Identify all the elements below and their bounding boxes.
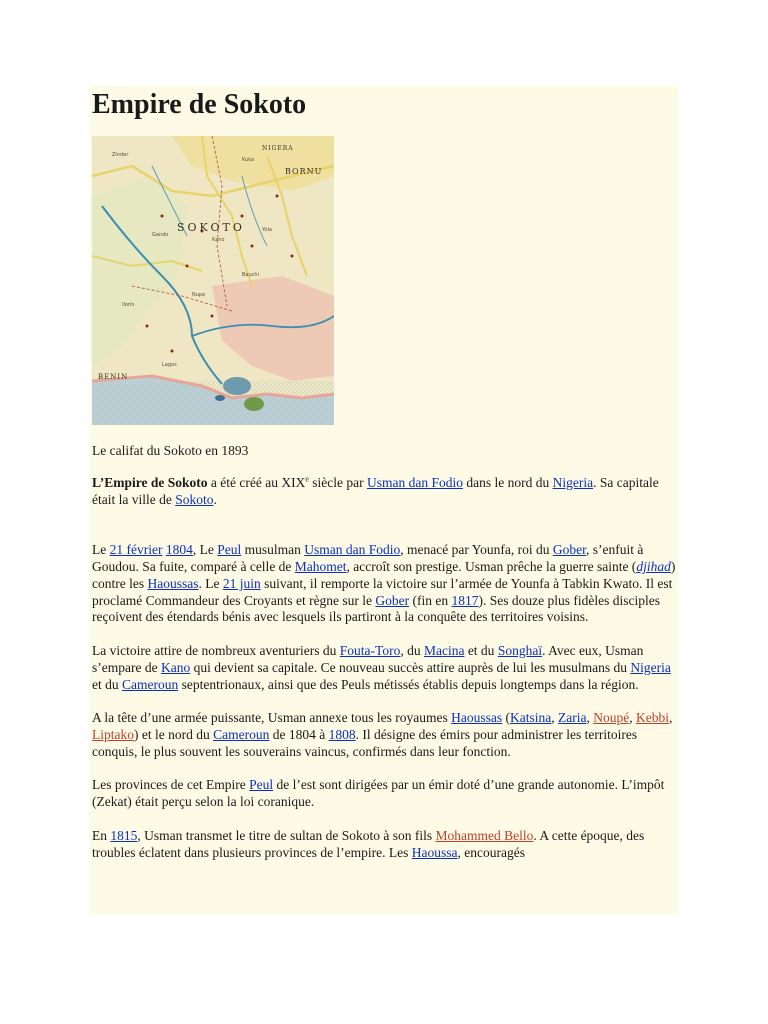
- text: musulman: [241, 542, 305, 558]
- text: de 1804 à: [269, 726, 329, 742]
- svg-text:Yola: Yola: [262, 227, 272, 233]
- text: qui devient sa capitale. Ce nouveau succès attire auprès de lui les musulmans du: [190, 659, 631, 675]
- link-haoussas[interactable]: Haoussas: [451, 710, 503, 726]
- paragraph-provinces: [92, 777, 678, 811]
- text: a été créé au XIX: [207, 475, 306, 490]
- text: A la tête d’une armée puissante, Usman annexe tous les royaumes: [92, 710, 452, 726]
- link-katsina[interactable]: Katsina: [510, 710, 552, 726]
- text: Les provinces de cet Empire: [92, 777, 250, 793]
- svg-text:Kuka: Kuka: [242, 157, 255, 163]
- article-body: [92, 475, 678, 878]
- map-label-sokoto: SOKOTO: [177, 221, 245, 234]
- svg-text:Bauchi: Bauchi: [242, 272, 259, 278]
- link-cameroun[interactable]: Cameroun: [213, 726, 270, 742]
- text: . Il désigne des émirs pour administrer les territoires conquis, le plus souvent les souverains vaincus, confirmés dans leur fonction.: [92, 726, 638, 759]
- text: , menacé par Younfa, roi du: [400, 542, 553, 558]
- link-macina[interactable]: Macina: [423, 642, 465, 658]
- link-nigeria[interactable]: Nigeria: [552, 475, 594, 490]
- link-peul[interactable]: Peul: [249, 777, 274, 793]
- svg-text:Nupe: Nupe: [192, 292, 206, 298]
- text: siècle par: [308, 475, 367, 490]
- svg-text:Gando: Gando: [152, 232, 169, 238]
- link-djihad[interactable]: djihad: [636, 558, 671, 574]
- map-label-bornu: BORNU: [285, 167, 323, 176]
- text: En: [92, 827, 111, 843]
- text: suivant, il remporte la victoire sur l’armée de Younfa à Tabkin Kwato. Il est proclamé Commandeur des Croyants et règne sur le: [92, 575, 673, 608]
- link-cameroun[interactable]: Cameroun: [122, 676, 179, 692]
- text: ) contre les: [92, 558, 676, 591]
- link-haoussas[interactable]: Haoussas: [147, 575, 199, 591]
- paragraph-intro: [92, 475, 678, 509]
- map-label-nigera: NIGERA: [262, 145, 294, 152]
- svg-text:Zinder: Zinder: [112, 152, 129, 158]
- link-1815[interactable]: 1815: [110, 827, 138, 843]
- link-usman-dan-fodio[interactable]: Usman dan Fodio: [304, 542, 401, 558]
- paragraph-victory: [92, 643, 678, 693]
- text: , s’enfuit à Goudou. Sa fuite, comparé à celle de: [92, 542, 644, 574]
- text: et du: [464, 642, 498, 658]
- paragraph-succession: [92, 828, 678, 862]
- text: et du: [92, 676, 122, 692]
- link-1808[interactable]: 1808: [328, 726, 356, 742]
- link-mohammed-bello[interactable]: Mohammed Bello: [435, 827, 534, 843]
- link-noupe[interactable]: Noupé: [593, 710, 630, 726]
- text: ,: [669, 710, 673, 726]
- link-peul[interactable]: Peul: [217, 542, 242, 558]
- text: dans le nord du: [463, 475, 553, 490]
- text: . Sa capitale était la ville de: [92, 475, 659, 507]
- link-1804[interactable]: 1804: [165, 542, 193, 558]
- link-usman-dan-fodio[interactable]: Usman dan Fodio: [367, 475, 463, 490]
- document-page: [90, 86, 678, 914]
- superscript: e: [305, 474, 309, 484]
- text: . Avec eux, Usman s’empare de: [92, 642, 644, 675]
- link-21-juin[interactable]: 21 juin: [222, 575, 261, 591]
- text: . A cette époque, des troubles éclatent dans plusieurs provinces de l’empire. Les: [92, 827, 645, 860]
- text: . Le: [198, 575, 223, 591]
- text: ,: [629, 710, 637, 726]
- link-sokoto[interactable]: Sokoto: [175, 491, 214, 507]
- svg-text:Lagos: Lagos: [162, 362, 177, 368]
- link-zaria[interactable]: Zaria: [558, 710, 587, 726]
- text: septentrionaux, ainsi que des Peuls métissés établis depuis longtemps dans la région.: [178, 676, 639, 692]
- link-haoussa[interactable]: Haoussa: [411, 844, 458, 860]
- link-nigeria[interactable]: Nigeria: [630, 659, 671, 675]
- paragraph-conquest: [92, 710, 678, 760]
- text: .: [213, 491, 217, 507]
- text: , Usman transmet le titre de sultan de Sokoto à son fils: [137, 827, 436, 843]
- bold-term: L’Empire de Sokoto: [92, 475, 208, 490]
- page-title: Empire de Sokoto: [92, 89, 307, 120]
- link-1817[interactable]: 1817: [451, 592, 479, 608]
- link-gober[interactable]: Gober: [552, 542, 587, 558]
- text: ). Ses douze plus fidèles disciples reçoivent des étendards bénis avec lesquels ils partiront à la conquête des territoires voisins.: [92, 592, 660, 625]
- map-illustration: [92, 136, 334, 425]
- svg-text:Ilorin: Ilorin: [122, 302, 135, 308]
- text: ) et le nord du: [134, 726, 214, 742]
- link-21-fevrier[interactable]: 21 février: [109, 542, 163, 558]
- text: ,: [551, 710, 559, 726]
- text: ,: [586, 710, 594, 726]
- link-fouta-toro[interactable]: Fouta-Toro: [339, 642, 401, 658]
- link-gober[interactable]: Gober: [375, 592, 410, 608]
- map-caption: Le califat du Sokoto en 1893: [92, 443, 249, 458]
- map-image: [92, 136, 334, 425]
- text: Le: [92, 542, 110, 558]
- link-kebbi[interactable]: Kebbi: [636, 710, 670, 726]
- link-mahomet[interactable]: Mahomet: [294, 558, 347, 574]
- text: , encouragés: [457, 844, 525, 860]
- map-label-benin: BENIN: [98, 373, 129, 381]
- paragraph-history: [92, 542, 678, 626]
- text: La victoire attire de nombreux aventuriers du: [92, 642, 340, 658]
- link-kano[interactable]: Kano: [160, 659, 191, 675]
- text: (fin en: [409, 592, 452, 608]
- link-songhai[interactable]: Songhaï: [497, 642, 543, 658]
- text: (: [502, 710, 511, 726]
- link-liptako[interactable]: Liptako: [92, 726, 134, 742]
- text: , du: [400, 642, 424, 658]
- text: de l’est sont dirigées par un émir doté d’une grande autonomie. L’impôt (Zekat) était perçu selon la loi coranique.: [92, 777, 665, 810]
- text: , Le: [192, 542, 218, 558]
- svg-text:Kano: Kano: [212, 237, 225, 243]
- text: , accroît son prestige. Usman prêche la guerre sainte (: [346, 558, 637, 574]
